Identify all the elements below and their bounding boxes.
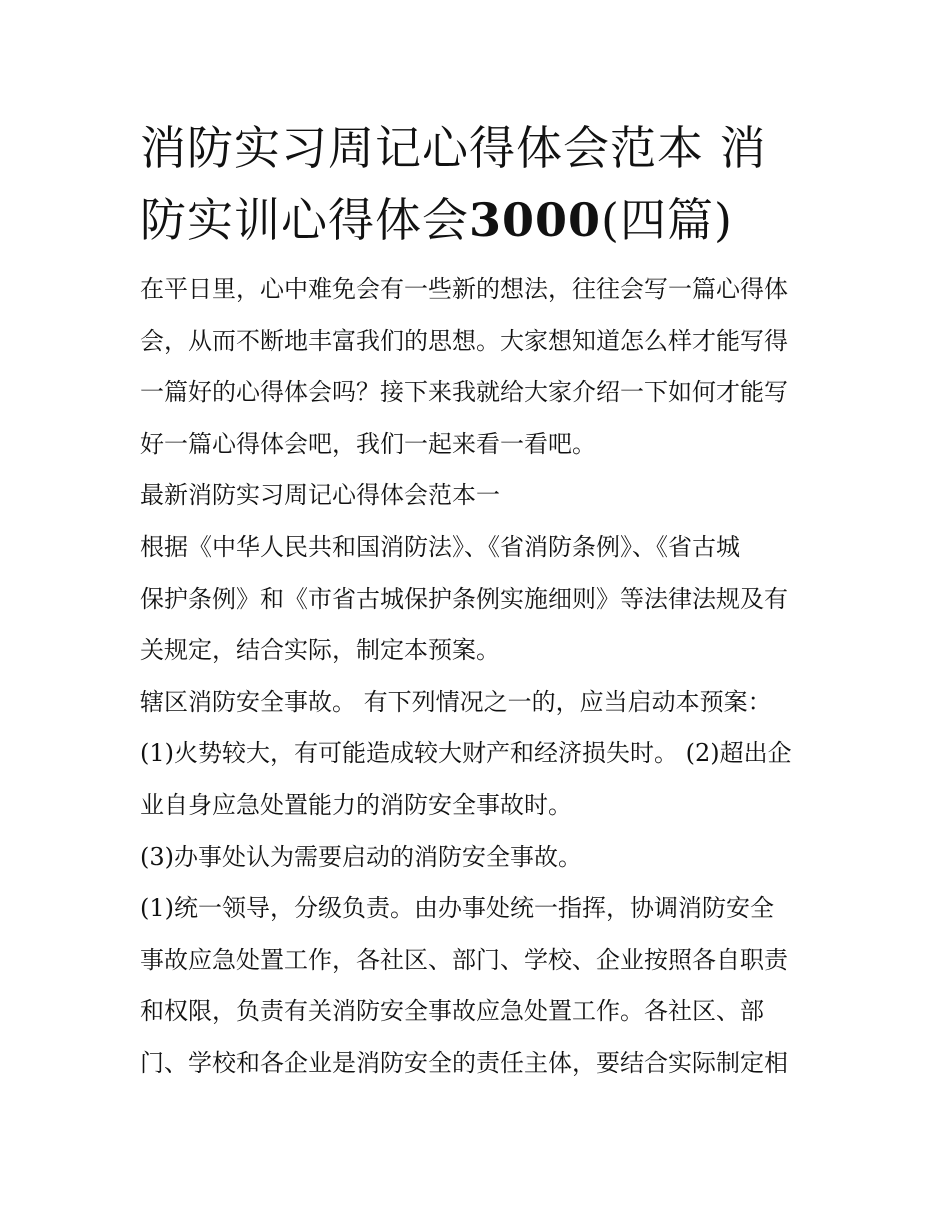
title-tail: (四篇) bbox=[601, 193, 733, 247]
body-line: 关规定，结合实际，制定本预案。 bbox=[140, 636, 500, 665]
body-line: 一篇好的心得体会吗？接下来我就给大家介绍一下如何才能写 bbox=[140, 378, 788, 407]
body-line: 业自身应急处置能力的消防安全事故时。 bbox=[140, 790, 572, 819]
title-number: 3000 bbox=[469, 193, 602, 247]
body-line: (1)火势较大，有可能造成较大财产和经济损失时。 (2)超出企 bbox=[140, 739, 792, 768]
body-line: (1)统一领导，分级负责。由办事处统一指挥，协调消防安全 bbox=[140, 894, 774, 923]
body-line: 会，从而不断地丰富我们的思想。大家想知道怎么样才能写得 bbox=[140, 326, 788, 355]
body-line: 辖区消防安全事故。 有下列情况之一的，应当启动本预案： bbox=[140, 687, 772, 716]
section-heading: 最新消防实习周记心得体会范本一 bbox=[140, 481, 500, 510]
body-line: 事故应急处置工作，各社区、部门、学校、企业按照各自职责 bbox=[140, 945, 788, 974]
body-line: (3)办事处认为需要启动的消防安全事故。 bbox=[140, 842, 582, 871]
title-line-2 bbox=[140, 184, 812, 256]
title-line-1: 消防实习周记心得体会范本 消 bbox=[140, 121, 767, 175]
body-line: 在平日里，心中难免会有一些新的想法，往往会写一篇心得体 bbox=[140, 275, 788, 303]
body-line: 好一篇心得体会吧，我们一起来看一看吧。 bbox=[140, 429, 596, 458]
document-page bbox=[140, 112, 812, 1090]
body-line: 门、学校和各企业是消防安全的责任主体，要结合实际制定相 bbox=[140, 1048, 788, 1077]
body-line: 根据《中华人民共和国消防法》、《省消防条例》、《省古城 bbox=[140, 532, 740, 561]
body-line: 保护条例》和《市省古城保护条例实施细则》等法律法规及有 bbox=[140, 584, 788, 613]
document-body bbox=[140, 264, 812, 1090]
title-line-2-text: 防实训心得体会 bbox=[140, 193, 469, 247]
document-title bbox=[140, 112, 812, 256]
body-line: 和权限，负责有关消防安全事故应急处置工作。各社区、部 bbox=[140, 997, 764, 1026]
